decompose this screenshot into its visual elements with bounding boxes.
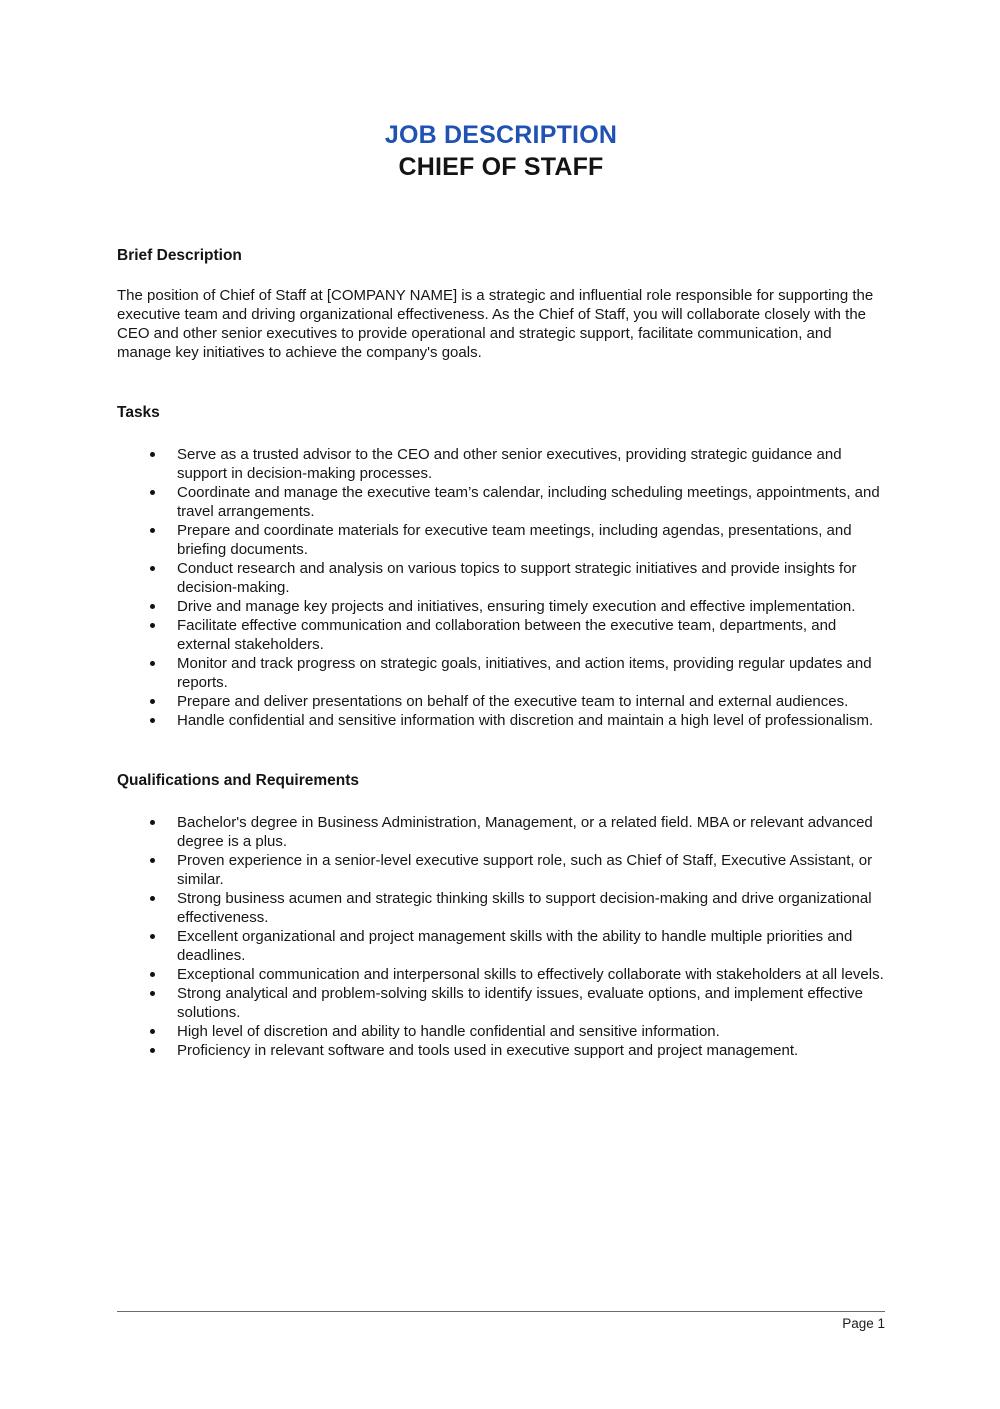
bullet-item: Handle confidential and sensitive information with discretion and maintain a high level of professionalism. (177, 711, 885, 730)
bullet-list (117, 445, 885, 730)
section-tasks (117, 403, 885, 730)
bullet-item: Excellent organizational and project management skills with the ability to handle multiple priorities and deadlines. (177, 927, 885, 965)
document-title-block (117, 119, 885, 183)
section-heading: Tasks (117, 404, 160, 421)
bullet-item: Serve as a trusted advisor to the CEO and other senior executives, providing strategic guidance and support in decision-making processes. (177, 445, 885, 483)
bullet-item: Conduct research and analysis on various topics to support strategic initiatives and provide insights for decision-making. (177, 559, 885, 597)
bullet-item: Exceptional communication and interpersonal skills to effectively collaborate with stakeholders at all levels. (177, 966, 884, 983)
bullet-item: Prepare and coordinate materials for executive team meetings, including agendas, presentations, and briefing documents. (177, 521, 885, 559)
page-number: Page 1 (842, 1316, 885, 1331)
document-subtitle: CHIEF OF STAFF (398, 153, 604, 181)
bullet-item: Proficiency in relevant software and tools used in executive support and project management. (177, 1041, 885, 1060)
document-title: JOB DESCRIPTION (384, 121, 618, 149)
section-heading: Brief Description (117, 247, 242, 264)
bullet-item: Prepare and deliver presentations on behalf of the executive team to internal and external audiences. (177, 692, 885, 711)
document-body (117, 246, 885, 1060)
section-heading: Qualifications and Requirements (117, 772, 360, 789)
section-qualifications-and-requirements (117, 771, 885, 1060)
bullet-item: Strong business acumen and strategic thinking skills to support decision-making and drive organizational effectiveness. (177, 889, 885, 927)
section-brief-description (117, 246, 885, 362)
bullet-item: Facilitate effective communication and collaboration between the executive team, departments, and external stakeholders. (177, 616, 885, 654)
bullet-item: Coordinate and manage the executive team’s calendar, including scheduling meetings, appointments, and travel arrangements. (177, 483, 885, 521)
page-footer (117, 1311, 885, 1332)
bullet-item: Strong analytical and problem-solving skills to identify issues, evaluate options, and implement effective solutions. (177, 984, 885, 1022)
section-paragraph: The position of Chief of Staff at [COMPANY NAME] is a strategic and influential role responsible for supporting the executive team and driving organizational effectiveness. As the Chief of Staff, you will collaborate closely with the CEO and other senior executives to provide operational and strategic support, facilitate communication, and manage key initiatives to achieve the company's goals. (117, 287, 874, 361)
bullet-item: Bachelor's degree in Business Administration, Management, or a related field. MBA or relevant advanced degree is a plus. (177, 813, 885, 851)
bullet-item: Proven experience in a senior-level executive support role, such as Chief of Staff, Executive Assistant, or similar. (177, 851, 885, 889)
bullet-item: Monitor and track progress on strategic goals, initiatives, and action items, providing regular updates and reports. (177, 654, 885, 692)
bullet-item: High level of discretion and ability to handle confidential and sensitive information. (177, 1022, 885, 1041)
bullet-item: Drive and manage key projects and initiatives, ensuring timely execution and effective implementation. (177, 597, 885, 616)
bullet-list (117, 813, 885, 1060)
document-page (0, 119, 1000, 1060)
